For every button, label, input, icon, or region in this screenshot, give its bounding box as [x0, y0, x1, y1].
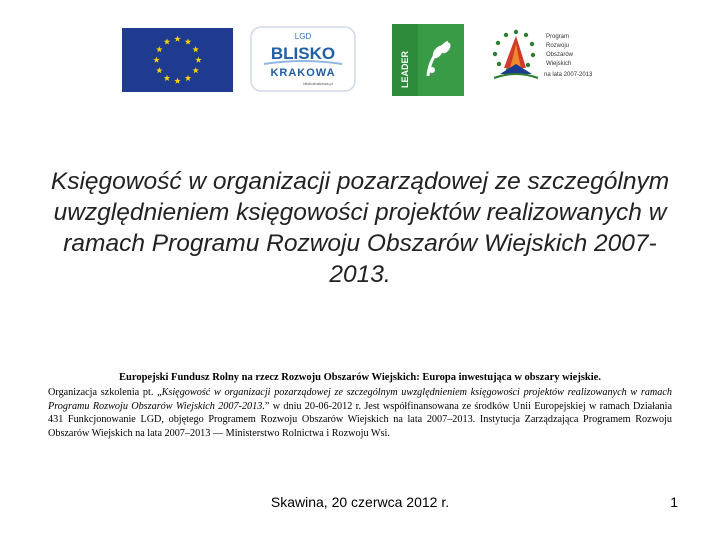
slide-title: Księgowość w organizacji pozarządowej ze szczególnym uwzględnieniem księgowości projektów realizowanych w ramach Programu Rozwoju Obszarów Wiejskich 2007-2013.	[50, 168, 670, 288]
prow-logo	[486, 26, 593, 96]
lgd-line2: KRAKOWA	[270, 67, 336, 79]
prow-line-5: na lata 2007-2013	[544, 72, 593, 78]
funding-body-rest: ” w dniu 20-06-2012 r. Jest współfinansowana ze środków Unii Europejskiej w ramach Działania 431 Funkcjonowanie LGD, objętego Programem Rozwoju Obszarów Wiejskich na lata 2007–2013. Instytucja Zarządzająca Programem Rozwoju Obszarów Wiejskich na lata 2007–2013 — Ministerstwo Rolnictwa i Rozwoju Wsi.	[48, 400, 672, 439]
funding-heading: Europejski Fundusz Rolny na rzecz Rozwoju Obszarów Wiejskich: Europa inwestująca w obszary wiejskie.	[119, 372, 601, 383]
training-title: Księgowość w organizacji pozarządowej ze szczególnym uwzględnieniem księgowości projektów realizowanych w ramach Programu Rozwoju Obszarów Wiejskich 2007-2013.	[48, 387, 672, 412]
leader-logo	[392, 24, 464, 96]
funding-body-intro: Organizacja szkolenia pt. „	[48, 387, 162, 398]
eu-flag-icon	[122, 28, 233, 92]
leader-label: LEADER	[400, 50, 410, 88]
prow-line-1: Program	[546, 34, 570, 40]
prow-line-3: Obszarów	[546, 52, 574, 58]
page-number: 1	[670, 494, 678, 510]
prow-text	[544, 34, 593, 78]
prow-line-2: Rozwoju	[546, 43, 570, 49]
logo-bar	[0, 22, 720, 102]
lgd-url: bliskokrakowa.pl	[303, 81, 333, 86]
funding-body	[48, 386, 672, 440]
lgd-line1: BLISKO	[270, 44, 336, 63]
prow-line-4: Wiejskich	[546, 61, 572, 67]
lgd-blisko-krakowa-logo	[250, 26, 356, 92]
footer-place-date: Skawina, 20 czerwca 2012 r.	[270, 494, 450, 510]
lgd-small-label: LGD	[294, 32, 312, 41]
